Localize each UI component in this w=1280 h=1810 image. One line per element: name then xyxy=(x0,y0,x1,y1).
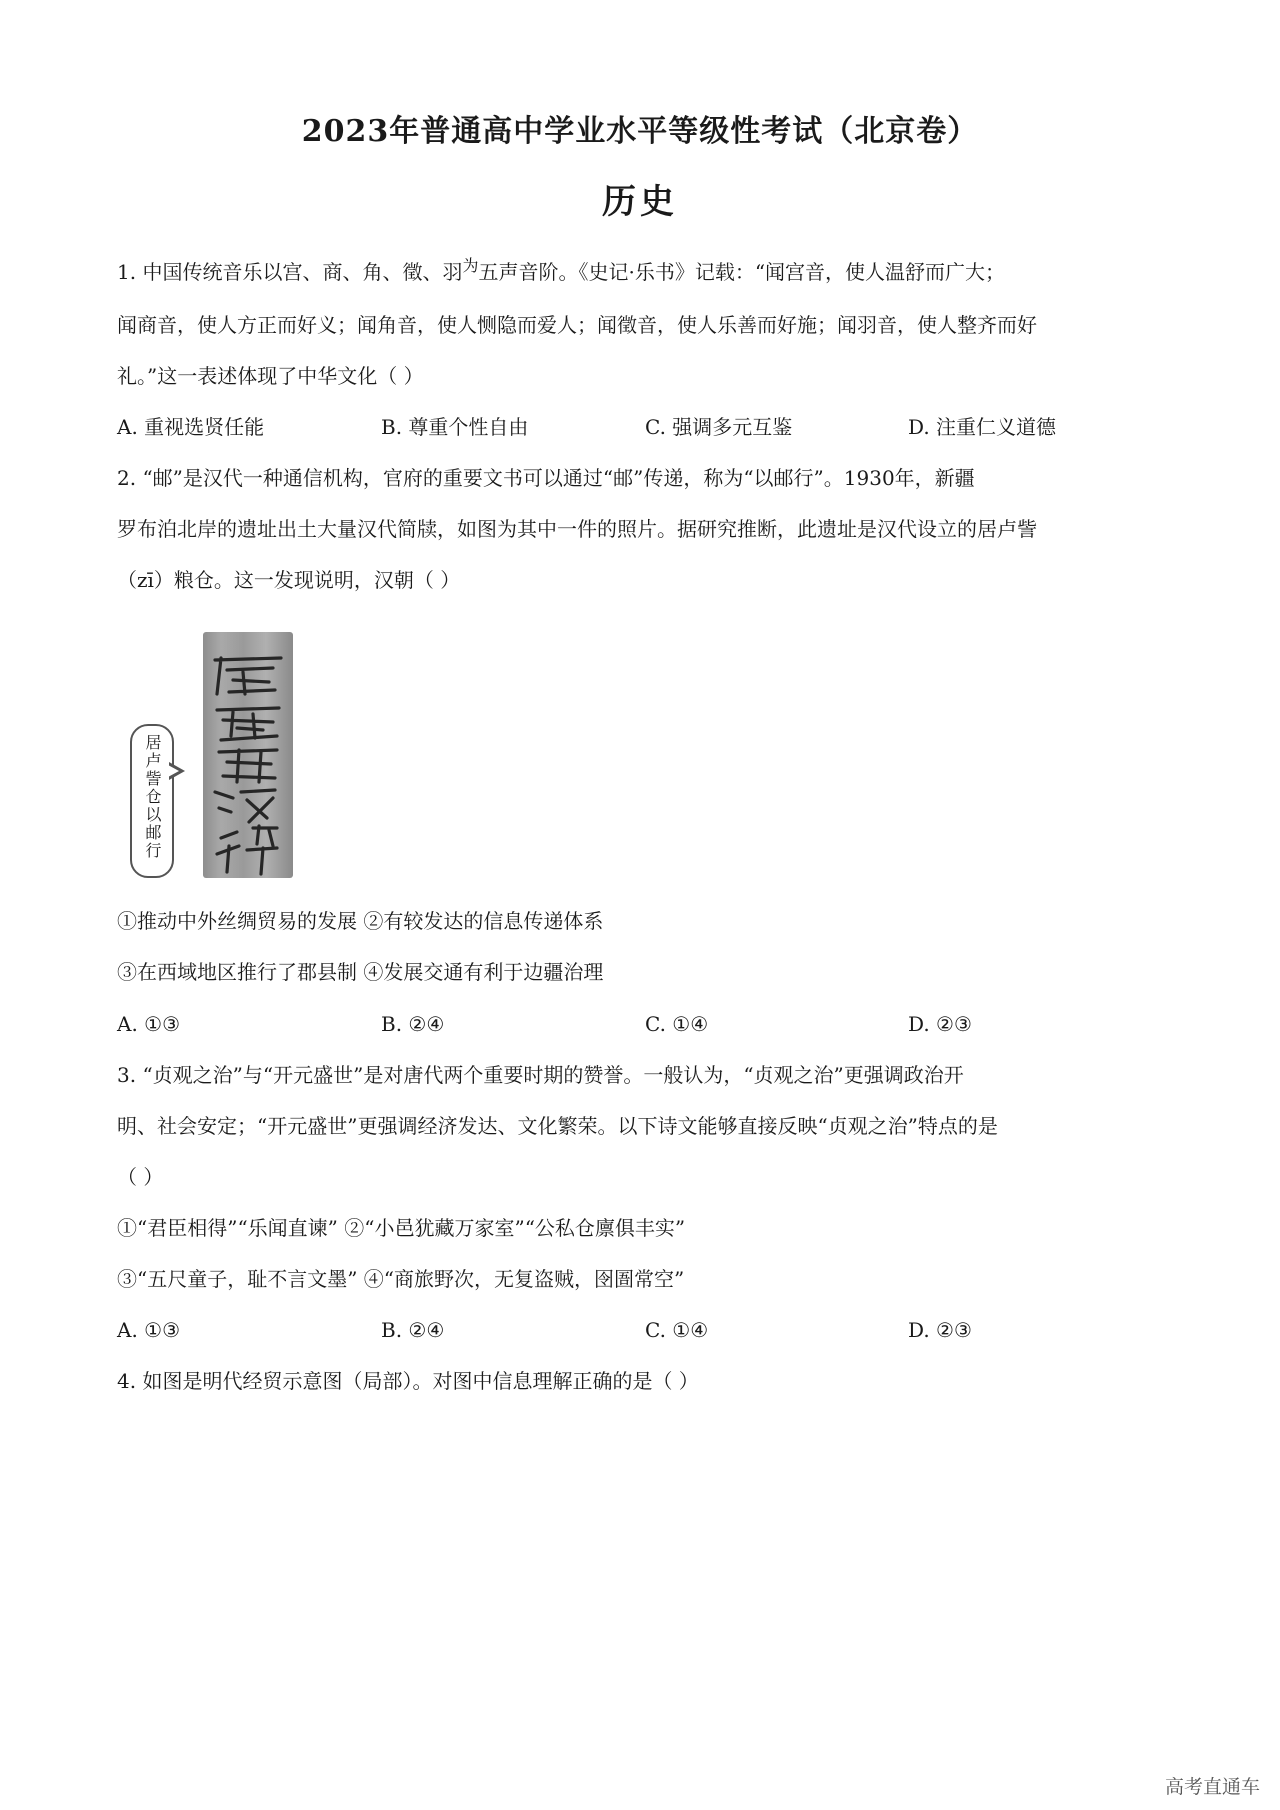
question-1-line-3: 礼。”这一表述体现了中华文化（ ） xyxy=(117,364,424,388)
question-1-option-d: D. 注重仁义道德 xyxy=(908,415,1057,439)
exam-title: 2023年普通高中学业水平等级性考试（北京卷） xyxy=(301,114,979,149)
question-2-option-c: C. ①④ xyxy=(645,1012,709,1036)
question-2-line-1: 2. “邮”是汉代一种通信机构，官府的重要文书可以通过“邮”传递，称为“以邮行”。1930年，新疆 xyxy=(117,466,975,490)
question-3-line-1: 3. “贞观之治”与“开元盛世”是对唐代两个重要时期的赞誉。一般认为，“贞观之治”更强调政治开 xyxy=(117,1063,964,1087)
question-1-line-2: 闻商音，使人方正而好义；闻角音，使人恻隐而爱人；闻徵音，使人乐善而好施；闻羽音，使人整齐而好 xyxy=(117,313,1037,337)
slip-ink-strokes xyxy=(203,632,293,878)
question-1-option-b: B. 尊重个性自由 xyxy=(381,415,529,439)
question-2-option-a: A. ①③ xyxy=(117,1012,181,1036)
question-2-line-3: （zī）粮仓。这一发现说明，汉朝（ ） xyxy=(117,568,461,592)
question-2-statements-1: ①推动中外丝绸贸易的发展 ②有较发达的信息传递体系 xyxy=(117,909,604,933)
question-3-line-3: （ ） xyxy=(117,1165,164,1189)
question-3-statements-2: ③“五尺童子，耻不言文墨” ④“商旅野次，无复盗贼，囹圄常空” xyxy=(117,1267,685,1291)
bamboo-slip-image xyxy=(203,632,293,878)
watermark-text: 高考直通车 xyxy=(1164,1776,1260,1798)
question-3-option-d: D. ②③ xyxy=(908,1318,972,1342)
question-1-superscript: 为 xyxy=(462,256,479,275)
question-1-option-c: C. 强调多元互鉴 xyxy=(645,415,793,439)
question-3-option-b: B. ②④ xyxy=(381,1318,445,1342)
bamboo-slip-figure xyxy=(125,632,300,882)
question-3-statements-1: ①“君臣相得”“乐闻直谏” ②“小邑犹藏万家室”“公私仓廪俱丰实” xyxy=(117,1216,686,1240)
caption-text: 居卢訾仓以邮行 xyxy=(143,734,162,860)
question-2-line-2: 罗布泊北岸的遗址出土大量汉代简牍，如图为其中一件的照片。据研究推断，此遗址是汉代设立的居卢訾 xyxy=(117,517,1037,541)
question-3-option-a: A. ①③ xyxy=(117,1318,181,1342)
question-2-statements-2: ③在西域地区推行了郡县制 ④发展交通有利于边疆治理 xyxy=(117,960,604,984)
caption-bubble xyxy=(130,724,174,878)
question-3-option-c: C. ①④ xyxy=(645,1318,709,1342)
question-3-line-2: 明、社会安定；“开元盛世”更强调经济发达、文化繁荣。以下诗文能够直接反映“贞观之治”特点的是 xyxy=(117,1114,998,1138)
question-4-line-1: 4. 如图是明代经贸示意图（局部）。对图中信息理解正确的是（ ） xyxy=(117,1369,699,1393)
exam-subject: 历史 xyxy=(602,182,678,222)
question-1-line-1: 1. 中国传统音乐以宫、商、角、徵、羽$^为$五声音阶。《史记·乐书》记载：“闻宫音，使人温舒而广大； xyxy=(117,256,1006,284)
question-2-option-b: B. ②④ xyxy=(381,1012,445,1036)
question-2-option-d: D. ②③ xyxy=(908,1012,972,1036)
question-1-option-a: A. 重视选贤任能 xyxy=(117,415,265,439)
